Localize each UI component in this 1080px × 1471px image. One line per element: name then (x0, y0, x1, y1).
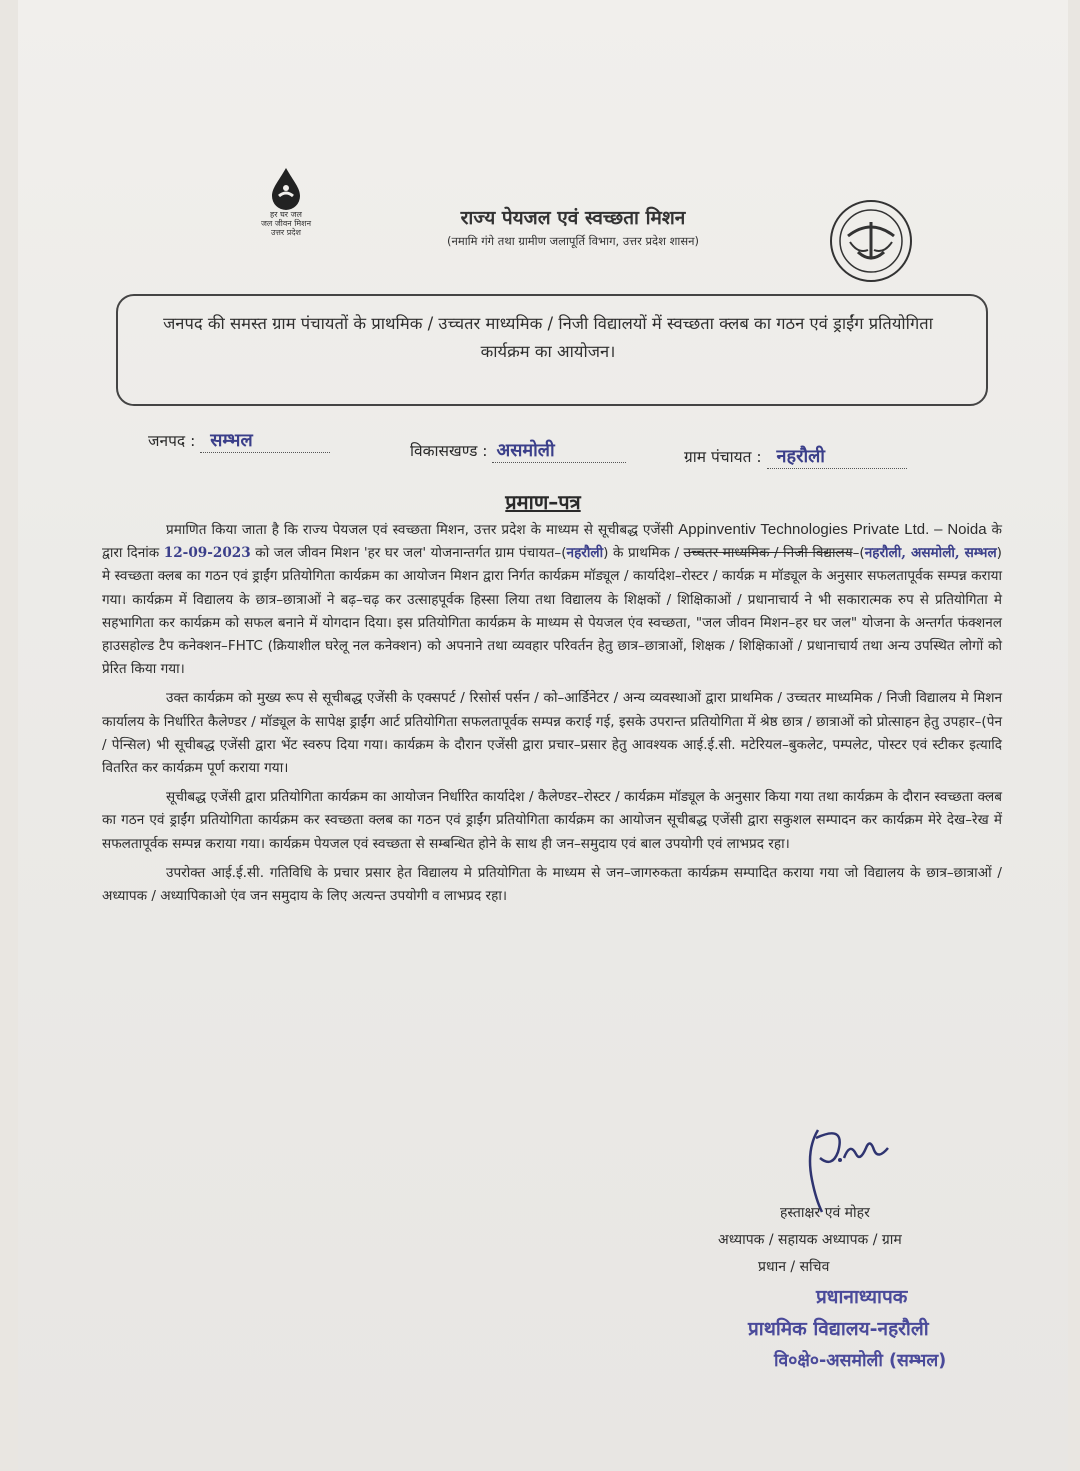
handwritten-school: नहरौली, असमोली, सम्भल (864, 545, 997, 562)
letterhead (358, 204, 788, 249)
p1-text-e: –( (852, 545, 865, 562)
mission-title: राज्य पेयजल एवं स्वच्छता मिशन (460, 207, 686, 229)
logo-caption-3: उत्तर प्रदेश (271, 228, 301, 237)
paragraph-3: सूचीबद्ध एजेंसी द्वारा प्रतियोगिता कार्यक्रम का आयोजन निर्धारित कार्यादेश / कैलेण्डर–रोस्टर / कार्यक्रम मॉड्यूल के अनुसार किया गया तथा कार्यक्रम के दौरान स्वच्छता क्लब का गठन एवं ड्राईंग प्रतियोगिता कार्यक्रम कर स्वच्छता क्लब का गठन एवं ड्राईंग प्रतियोगिता कार्यक्रम का आयोजन सूचीबद्ध एजेंसी द्वारा सकुशल सम्पादन कर कार्यक्रम मेरे देख–रेख में सफलतापूर्वक सम्पन्न कराया गया। कार्यक्रम पेयजल एवं स्वच्छता से सम्बन्धित होने के साथ ही जन–समुदाय एवं बाल उपयोगी एवं लाभप्रद रहा। (102, 789, 1002, 852)
p1-text-a: प्रमाणित किया जाता है कि राज्य पेयजल एवं स्वच्छता मिशन, उत्तर प्रदेश के माध्यम से सूचीबद्ध एजेंसी (166, 522, 674, 538)
stamp-line-1: प्रधानाध्यापक (816, 1286, 908, 1308)
signature-line-3: प्रधान / सचिव (758, 1259, 830, 1275)
handwritten-date: 12-09-2023 (163, 545, 251, 562)
district-field (148, 428, 330, 453)
block-field (410, 438, 626, 463)
panchayat-value: नहरौली (776, 446, 825, 467)
certificate-title: प्रमाण–पत्र (505, 490, 581, 514)
struck-school-types: उच्चतर माध्यमिक / निजी विद्यालय (683, 545, 853, 562)
certificate-body (102, 518, 1002, 914)
up-government-seal-icon (828, 198, 914, 284)
block-value: असमोली (496, 440, 555, 461)
paragraph-1 (102, 518, 1002, 681)
logo-caption-1: हर घर जल (270, 210, 302, 219)
mission-subtitle: (नमामि गंगे तथा ग्रामीण जलापूर्ति विभाग, उत्तर प्रदेश शासन) (446, 234, 700, 248)
paragraph-4: उपरोक्त आई.ई.सी. गतिविधि के प्रचार प्रसार हेत विद्यालय मे प्रतियोगिता के माध्यम से जन–जागरुकता कार्यक्रम सम्पादित कराया गया जो विद्यालय के छात्र–छात्राओं / अध्यापक / अध्यापिकाओ एंव जन समुदाय के लिए अत्यन्त उपयोगी व लाभप्रद रहा। (102, 864, 1002, 905)
block-label: विकासखण्ड : (410, 442, 488, 460)
paragraph-2: उक्त कार्यक्रम को मुख्य रूप से सूचीबद्ध एजेंसी के एक्सपर्ट / रिसोर्स पर्सन / को–आर्डिनेटर / अन्य व्यवस्थाओं द्वारा प्राथमिक / उच्चतर माध्यमिक / निजी विद्यालय मे मिशन कार्यालय के निर्धारित कैलेण्डर / मॉड्यूल के सापेक्ष ड्राईंग आर्ट प्रतियोगिता सफलतापूर्वक सम्पन्न कराई गई, इसके उपरान्त प्रतियोगिता में श्रेष्ठ छात्र / छात्राओं को प्रोत्साहन हेतु उपहार–(पेन / पेन्सिल) भी सूचीबद्ध एजेंसी द्वारा भेंट स्वरुप दिया गया। कार्यक्रम के दौरान एजेंसी द्वारा प्रचार–प्रसार हेतु आवश्यक आई.ई.सी. मटेरियल–बुकलेट, पम्पलेट, पोस्टर एवं स्टीकर इत्यादि वितरित कर कार्यक्रम पूर्ण कराया गया। (102, 690, 1003, 777)
p1-text-c: को जल जीवन मिशन 'हर घर जल' योजनान्तर्गत ग्राम पंचायत–( (255, 545, 567, 562)
signature-line-2: अध्यापक / सहायक अध्यापक / ग्राम (718, 1232, 902, 1248)
stamp-line-2: प्राथमिक विद्यालय-नहरौली (748, 1318, 929, 1340)
certificate-page (18, 0, 1068, 1471)
p1-text-f: ) मे स्वच्छता क्लब का गठन एवं ड्राईंग प्रतियोगिता कार्यक्रम का आयोजन मिशन द्वारा निर्गत कार्यक्रम मॉड्यूल / कार्यादेश–रोस्टर / कार्यक्र म मॉड्यूल के अनुसार सफलतापूर्वक सम्पन्न कराया गया। कार्यक्रम में विद्यालय के छात्र–छात्राओं ने बढ़–चढ़ कर उत्साहपूर्वक हिस्सा लिया तथा विद्यालय के शिक्षकों / शिक्षिकाओं / प्रधानाचार्य ने भी सकारात्मक रुप से प्रतियोगिता मे सहभागिता कर कार्यक्रम को सफल बनाने में योगदान दिया। इस प्रतियोगिता कार्यक्रम के माध्यम से पेयजल एंव स्वच्छता, "जल जीवन मिशन–हर घर जल" योजना के अन्तर्गत फंक्शनल हाउसहोल्ड टैप कनेक्शन–FHTC (क्रियाशील घरेलू नल कनेक्शन) को अपनाने तथा व्यवहार परिवर्तन हेतु छात्र–छात्राओं, शिक्षक / शिक्षिकाओं / प्रधानाचार्य तथा अन्य उपस्थित लोगों को प्रेरित किया गया। (102, 545, 1002, 678)
location-fields (148, 424, 968, 474)
logo-caption-2: जल जीवन मिशन (260, 219, 312, 228)
headmaster-stamp (748, 1282, 1048, 1376)
p1-text-b: के द्वारा दिनांक (102, 522, 1002, 562)
water-drop-icon (266, 166, 306, 210)
stamp-line-3: वि०क्षे०-असमोली (सम्भल) (774, 1351, 947, 1371)
handwritten-panchayat: नहरौली (566, 545, 604, 562)
p1-text-d: ) के प्राथमिक / (603, 545, 680, 562)
signature-line-1: हस्ताक्षर एवं मोहर (780, 1205, 870, 1221)
panchayat-label: ग्राम पंचायत : (684, 448, 762, 466)
district-value: सम्भल (210, 430, 253, 451)
panchayat-field (684, 444, 907, 469)
har-ghar-jal-logo (246, 166, 326, 237)
signature-block (718, 1200, 978, 1281)
agency-name: Appinventiv Technologies Private Ltd. – Noida (678, 521, 987, 538)
subject-box: जनपद की समस्त ग्राम पंचायतों के प्राथमिक / उच्चतर माध्यमिक / निजी विद्यालयों में स्वच्छता क्लब का गठन एवं ड्राईंग प्रतियोगिता कार्यक्रम का आयोजन। (116, 294, 988, 406)
district-label: जनपद : (148, 432, 196, 450)
